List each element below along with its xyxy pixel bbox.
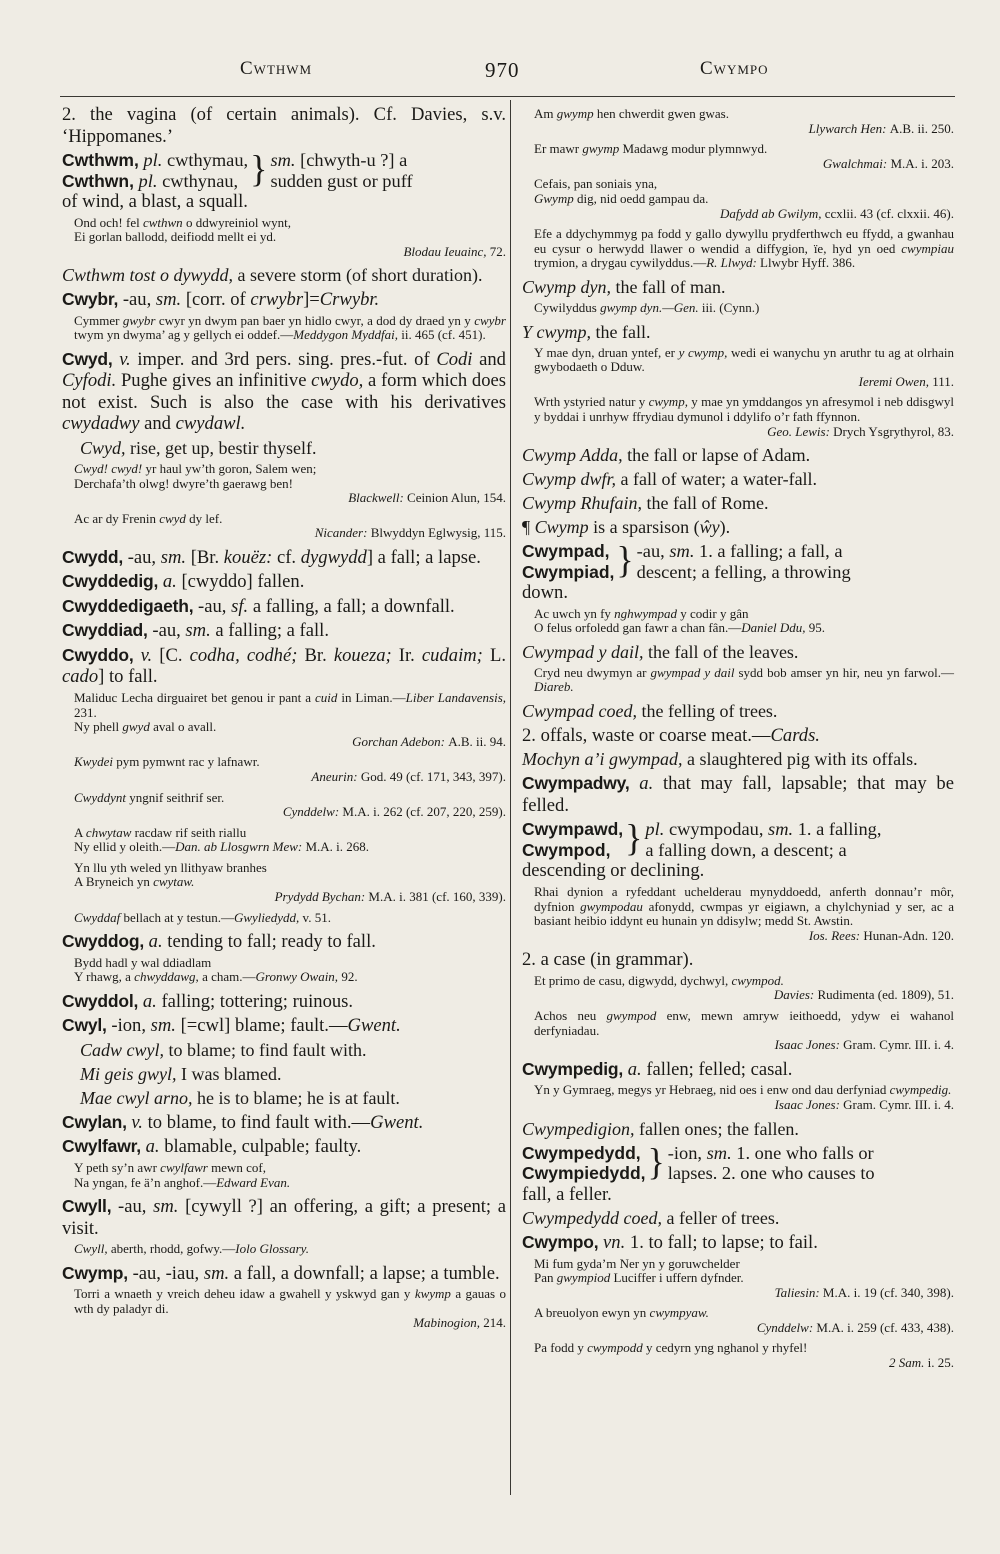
entry-cwympad: Cwympad, Cwympiad, } -au, sm. 1. a falling; a fall, a descent; a felling, a throwing down. (522, 539, 851, 604)
phrase: Cwymp Rhufain, the fall of Rome. (522, 493, 769, 514)
headword: Cwthwm, (62, 150, 139, 170)
plural-form: cwthymau, (166, 150, 249, 170)
quotation: Pa fodd y cwympodd y cedyrn yng nghanol y rhyfel! 2 Sam. i. 25. (534, 1340, 954, 1371)
quotation: Y peth sy’n awr cwylfawr mewn cof, Na yngan, fe ä’n anghof.—Edward Evan. (74, 1159, 291, 1190)
headword: Cwympo, (522, 1232, 599, 1252)
entry-cwyddedigaeth: Cwyddedigaeth, -au, sf. a falling, a fall; a downfall. (62, 595, 455, 617)
entry-cwyddiad: Cwyddiad, -au, sm. a falling; a fall. (62, 620, 329, 642)
quotation: Cymmer gwybr cwyr yn dwym pan baer yn hidlo cwyr, a dod dy draed yn y cwybr twym yn dwyma’ ag y gellych ei oddef.—Meddygon Myddfai, ii. 465 (cf. 451). (74, 312, 506, 343)
quotation: Ac uwch yn fy nghwympad y codir y gân O felus orfoledd gan fawr a chan fân.—Daniel Ddu, 95. (534, 605, 825, 636)
plural-form: cwthynau, (162, 170, 239, 191)
entry-cwyl: Cwyl, -ion, sm. [=cwl] blame; fault.—Gwent. (62, 1015, 401, 1037)
quotation: A breuolyon ewyn yn cwympyaw. Cynddelw: M.A. i. 259 (cf. 433, 438). (534, 1305, 954, 1335)
left-column (62, 104, 506, 1337)
phrase: Cadw cwyl, to blame; to find fault with. (80, 1039, 367, 1060)
headword: Cwydd, (62, 546, 124, 567)
quotation: Er mawr gwymp Madawg modur plymnwyd. Gwalchmai: M.A. i. 203. (534, 141, 954, 171)
definition: [chwyth-u ?] a (300, 150, 408, 170)
headword: Cwyddol, (62, 990, 139, 1011)
entry-cwyddo: Cwyddo, v. [C. codha, codhé; Br. koueza; Ir. cudaim; L. cado] to fall. (62, 644, 506, 688)
entry-cwthwm (62, 147, 506, 213)
phrase: Mi geis gwyl, I was blamed. (80, 1063, 282, 1084)
right-column (522, 104, 954, 1377)
quotation: Efe a ddychymmyg pa fodd y gallo dywyllu prydferthwch eu ffydd, a gwanhau eu cysur o herwydd llawer o wendid a diffygion, ïe, hyd yn oed cwympiau trymion, a drygau cywilyddus.—R. Llwyd: Llwybr Hyff. 386. (534, 226, 954, 271)
entry-cwyd: Cwyd, v. imper. and 3rd pers. sing. pres.-fut. of Codi and Cyfodi. Pughe gives an infinitive cwydo, a form which does not exist. Such is also the case with his derivatives cwydadwy and cwydawl. (62, 348, 506, 435)
grammar-label: sm. (270, 150, 296, 170)
quotation: Cwyddynt yngnif seithrif ser. Cynddelw: M.A. i. 262 (cf. 207, 220, 259). (74, 789, 506, 820)
entry-cwympawd: Cwympawd, Cwympod, } pl. cwympodau, sm. 1. a falling, a falling down, a descent; a descending or declining. (522, 817, 882, 882)
quotation: Ond och! fel cwthwn o ddwyreiniol wynt, Ei gorlan ballodd, deifiodd mellt ei yd. Blodau Ieuainc, 72. (74, 214, 506, 259)
headword: Cwympiedydd, (522, 1163, 646, 1183)
entry-cwylfawr: Cwylfawr, a. blamable, culpable; faulty. (62, 1136, 362, 1158)
phrase: Cwympedydd coed, a feller of trees. (522, 1208, 780, 1228)
entry-cwyddol: Cwyddol, a. falling; tottering; ruinous. (62, 990, 354, 1012)
phrase: Y cwymp, the fall. (522, 321, 651, 342)
brace: } (647, 1140, 665, 1183)
column-divider (510, 100, 511, 1495)
quotation: Cefais, pan soniais yna, Gwymp dig, nid oedd gampau da. Dafydd ab Gwilym, ccxlii. 43 (cf. clxxii. 46). (534, 176, 954, 221)
sense-entry: 2. offals, waste or coarse meat.—Cards. (522, 724, 820, 746)
brace: } (616, 539, 634, 582)
entry-cwybr: Cwybr, -au, sm. [corr. of crwybr]=Crwybr. (62, 289, 380, 311)
phrase: Cwympad y dail, the fall of the leaves. (522, 641, 799, 662)
quotation: Achos neu gwympod enw, mewn amryw ieithoedd, ydyw ei wahanol derfyniadau. Isaac Jones: Gram. Cymr. III. i. 4. (534, 1008, 955, 1053)
quotation: Ac ar dy Frenin cwyd dy lef. Nicander: Blwyddyn Eglwysig, 115. (74, 510, 506, 541)
usage-note: ¶ Cwymp is a sparsison (ŵy). (522, 517, 731, 538)
quotation: Am gwymp hen chwerdit gwen gwas. Llywarch Hen: A.B. ii. 250. (534, 106, 954, 136)
header-right-guideword: Cwympo (700, 58, 769, 79)
phrase: Cwymp dyn, the fall of man. (522, 276, 726, 297)
entry-cwyddog: Cwyddog, a. tending to fall; ready to fall. (62, 931, 376, 953)
headword: Cwympedydd, (522, 1142, 641, 1163)
definition: of wind, a blast, a squall. (62, 191, 248, 212)
entry-cwympo: Cwympo, vn. 1. to fall; to lapse; to fail. (522, 1232, 818, 1253)
brace: } (625, 817, 643, 860)
headword: Cwyddedigaeth, (62, 595, 194, 616)
phrase: Mae cwyl arno, he is to blame; he is at fault. (80, 1087, 400, 1108)
phrase: Cwthwm tost o dywydd, a severe storm (of short duration). (62, 265, 483, 286)
citation: Blodau Ieuainc, 72. (403, 243, 506, 259)
page-number: 970 (485, 58, 520, 82)
quotation: Cwyddaf bellach at y testun.—Gwyliedydd, v. 51. (74, 909, 331, 925)
phrase: Cwyd, rise, get up, bestir thyself. (80, 437, 317, 458)
phrase: Cwymp dwfr, a fall of water; a water-fall. (522, 469, 818, 490)
quotation: Wrth ystyried natur y cwymp, y mae yn ymddangos yn afresymol i neb ddisgwyl y byddai i unrhyw ffrydiau dymunol i ddylifo o’r fath ffynnon. Geo. Lewis: Drych Ysgrythyrol, 83. (534, 394, 954, 439)
headword: Cwthwn, (62, 170, 134, 191)
headword: Cwybr, (62, 289, 119, 310)
entry-cwympedydd: Cwympedydd, Cwympiedydd, } -ion, sm. 1. one who falls or lapses. 2. one who causes to fall, a feller. (522, 1140, 875, 1205)
entry-cwyddedig: Cwyddedig, a. [cwyddo] fallen. (62, 571, 305, 593)
entry-cwymp: Cwymp, -au, -iau, sm. a fall, a downfall; a lapse; a tumble. (62, 1262, 500, 1284)
plural-label: pl. (138, 170, 158, 191)
quotation: Yn llu yth weled yn llithyaw branhes A Bryneich yn cwytaw. Prydydd Bychan: M.A. i. 381 (cf. 160, 339). (74, 859, 506, 905)
quotation: Maliduc Lecha dirguairet bet genou ir pant a cuid in Liman.—Liber Landavensis, 231. Ny phell gwyd aval o avall. Gorchan Adebon: A.B. ii. 94. (74, 689, 507, 749)
quotation: Rhai dynion a ryfeddant uchelderau mynyddoedd, anferth donnau’r môr, dyfnion gwympodau afonydd, cwmpas yr eigiawn, a chylchyniad y ser, ac a basiant heibio iddynt eu hunain yn ddisylw; medd St. Awstin. Ios. Rees: Hunan-Adn. 120. (534, 883, 954, 943)
quotation: Kwydei pym pymwnt rac y lafnawr. Aneurin: God. 49 (cf. 171, 343, 397). (74, 754, 506, 784)
entry-cwympadwy: Cwympadwy, a. that may fall, lapsable; that may be felled. (522, 773, 954, 816)
quotation: A chwytaw racdaw rif seith riallu Ny ellid y oleith.—Dan. ab Llosgwrn Mew: M.A. i. 268. (74, 824, 370, 855)
headword: Cwyll, (62, 1196, 112, 1217)
headword: Cwympawd, (522, 819, 624, 840)
entry-cwydd: Cwydd, -au, sm. [Br. kouëz: cf. dygwydd] a fall; a lapse. (62, 546, 481, 568)
header-rule (60, 96, 955, 97)
running-header (0, 58, 1000, 88)
headword: Cwyddo, (62, 644, 134, 665)
quotation: Torri a wnaeth y vreich deheu idaw a gwahell y yskwyd gan y kwymp a gauas o wth dy paladyr di. Mabinogion, 214. (74, 1286, 507, 1331)
header-left-guideword: Cwthwm (240, 58, 313, 79)
quotation: Bydd hadl y wal ddiadlam Y rhawg, a chwyddawg, a cham.—Gronwy Owain, 92. (74, 954, 358, 985)
quotation: Yn y Gymraeg, megys yr Hebraeg, nid oes i enw ond dau derfyniad cwympedig. Isaac Jones: Gram. Cymr. III. i. 4. (534, 1082, 954, 1112)
headword: Cwympadwy, (522, 773, 630, 794)
phrase: Cwympad coed, the felling of trees. (522, 700, 778, 721)
entry-cwympedig: Cwympedig, a. fallen; felled; casal. (522, 1058, 793, 1080)
quotation: Cwyd! cwyd! yr haul yw’th goron, Salem wen; Derchafa’th olwg! dwyre’th gaerawg ben! Blackwell: Ceinion Alun, 154. (74, 460, 506, 506)
phrase: Cwympedigion, fallen ones; the fallen. (522, 1118, 799, 1139)
phrase: Cwymp Adda, the fall or lapse of Adam. (522, 445, 811, 466)
plural-label: pl. (143, 150, 163, 170)
quotation: Y mae dyn, druan yntef, er y cwymp, wedi ei wanychu yn aruthr tu ag at olrhain gwybodaeth o Dduw. Ieremi Owen, 111. (534, 344, 955, 389)
headword: Cwyd, (62, 348, 113, 369)
headword: Cwympiad, (522, 561, 615, 582)
definition: sudden gust or puff (270, 170, 413, 191)
headword: Cwympod, (522, 839, 611, 860)
phrase: Mochyn a’i gwympad, a slaughtered pig with its offals. (522, 749, 918, 770)
brace: } (250, 147, 268, 190)
headword: Cwymp, (62, 1262, 128, 1283)
quotation: Mi fum gyda’m Ner yn y goruwchelder Pan gwympiod Luciffer i uffern dyfnder. Taliesin: M.A. i. 19 (cf. 340, 398). (534, 1255, 954, 1300)
headword: Cwyddog, (62, 931, 145, 952)
headword: Cwyddiad, (62, 620, 148, 641)
headword: Cwympad, (522, 541, 610, 562)
headword: Cwylfawr, (62, 1136, 141, 1157)
entry-cwylan: Cwylan, v. to blame, to find fault with.—Gwent. (62, 1111, 424, 1133)
sense-entry: 2. a case (in grammar). (522, 949, 694, 971)
headword: Cwyl, (62, 1015, 107, 1036)
quotation: Cryd neu dwymyn ar gwympad y dail sydd bob amser yn hir, neu yn farwol.—Diareb. (534, 664, 955, 695)
quotation: Cwyll, aberth, rhodd, gofwy.—Iolo Glossary. (74, 1241, 309, 1257)
quotation: Cywilyddus gwymp dyn.—Gen. iii. (Cynn.) (534, 299, 760, 315)
entry-cwyll: Cwyll, -au, sm. [cywyll ?] an offering, a gift; a present; a visit. (62, 1196, 506, 1239)
headword: Cwylan, (62, 1111, 127, 1132)
quotation: Et primo de casu, digwydd, dychwyl, cwympod. Davies: Rudimenta (ed. 1809), 51. (534, 972, 954, 1003)
headword: Cwyddedig, (62, 571, 159, 592)
sense-entry: 2. the vagina (of certain animals). Cf. Davies, s.v. ‘Hippomanes.’ (62, 104, 506, 147)
headword: Cwympedig, (522, 1058, 624, 1079)
